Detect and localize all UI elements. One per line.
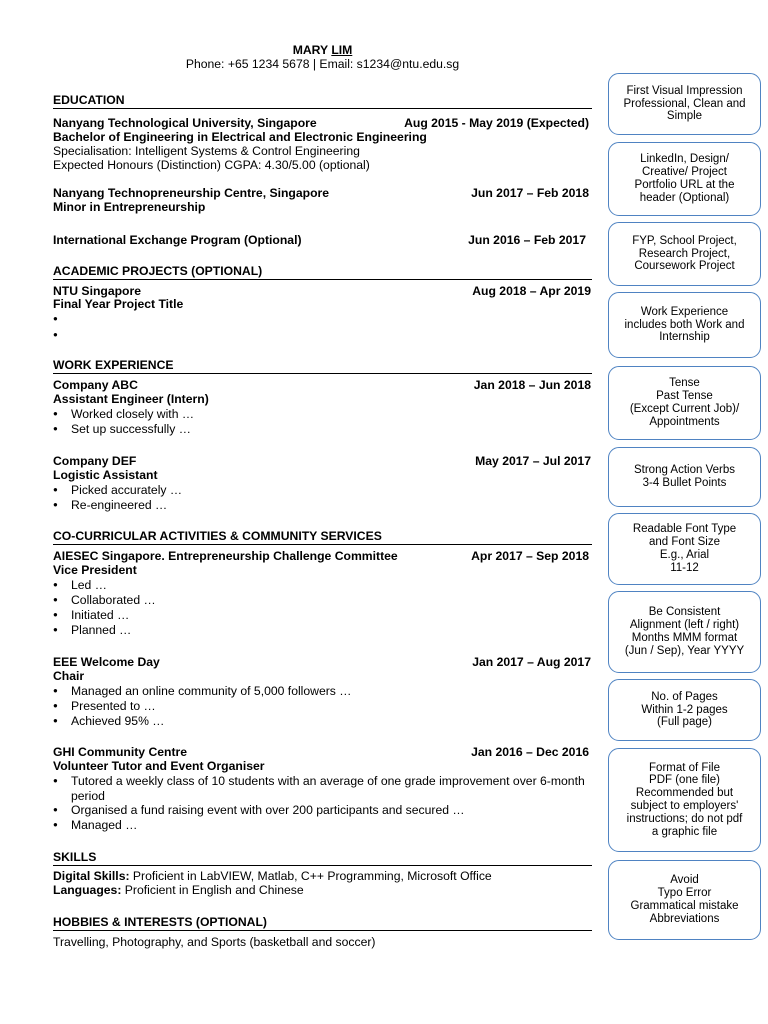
tip-box [608,366,761,440]
tip-box [608,142,761,216]
bullet-icon: ● [53,580,58,589]
tip-line: Simple [666,110,703,123]
bullet-text: Set up successfully … [71,422,191,436]
tip-line: Appointments [649,415,720,428]
bullet-icon: ● [53,595,58,604]
tip-line: Recommended but [635,787,734,800]
bullet-text: Managed … [71,818,138,832]
tip-box [608,73,761,135]
tip-line: Readable Font Type [632,523,737,536]
skills-value: Proficient in English and Chinese [121,883,304,897]
bullet-text: Worked closely with … [71,407,195,421]
work-entry-abc [53,378,589,392]
bullet-icon: ● [53,424,58,433]
entry-dates: Jun 2017 – Feb 2018 [471,186,589,200]
bullet-text: Re-engineered … [71,498,168,512]
tip-line: Creative/ Project [641,166,727,179]
tip-line: Research Project, [638,247,731,260]
tip-box [608,222,761,286]
bullet-text: Managed an online community of 5,000 followers … [71,684,352,698]
tip-line: and Font Size [649,536,720,549]
bullet-text: Collaborated … [71,593,156,607]
tip-line: First Visual Impression [626,84,743,97]
entry-org: Company DEF [53,454,137,468]
tip-line: E.g., Arial [659,549,710,561]
tip-line: Typo Error [657,887,712,900]
tip-box [608,860,761,940]
entry-org: NTU Singapore [53,284,142,298]
tip-box [608,591,761,673]
education-heading: EDUCATION [53,93,592,109]
entry-dates: Jun 2016 – Feb 2017 [468,233,586,247]
skills-heading: SKILLS [53,850,592,866]
entry-title: Final Year Project Title [53,297,184,311]
bullet-text: Presented to … [71,699,156,713]
entry-org: GHI Community Centre [53,745,188,759]
entry-dates: Jan 2017 – Aug 2017 [472,655,591,669]
education-entry-ntu [53,116,589,130]
tip-line: Format of File [649,761,720,774]
entry-dates: Apr 2017 – Sep 2018 [471,549,589,563]
skills-value: Proficient in LabVIEW, Matlab, C++ Programming, Microsoft Office [129,869,492,883]
entry-title: Volunteer Tutor and Event Organiser [53,759,265,773]
tip-line: Alignment (left / right) [629,619,740,632]
tip-line: Strong Action Verbs [633,464,735,477]
bullet-icon: ● [53,314,58,323]
tip-line: Avoid [670,874,699,887]
entry-org: AIESEC Singapore. Entrepreneurship Challenge Committee [53,549,398,563]
bullet-icon: ● [53,820,58,829]
cca-entry-aiesec [53,549,589,563]
tip-line: Portfolio URL at the [634,179,735,191]
tip-line: header (Optional) [639,191,730,204]
bullet-icon: ● [53,625,58,634]
skills-label: Languages: [53,883,122,897]
tip-line: Professional, Clean and [623,97,746,110]
tip-line: Past Tense [656,390,713,403]
cca-heading: CO-CURRICULAR ACTIVITIES & COMMUNITY SERVICES [53,529,592,545]
bullet-icon: ● [53,409,58,418]
bullet-text: Led … [71,578,107,592]
bullet-icon: ● [53,686,58,695]
hobbies-heading: HOBBIES & INTERESTS (OPTIONAL) [53,915,592,931]
tip-line: (Except Current Job)/ [629,403,740,415]
entry-dates: Jan 2016 – Dec 2016 [471,745,589,759]
tip-line: Within 1-2 pages [641,703,728,716]
cca-entry-ghi [53,745,589,759]
bullet-icon: ● [53,610,58,619]
tip-box [608,447,761,507]
entry-dates: Aug 2018 – Apr 2019 [472,284,591,298]
cca-entry-eee [53,655,589,669]
tip-line: PDF (one file) [649,774,720,787]
tip-line: (Jun / Sep), Year YYYY [624,644,745,657]
bullet-icon: ● [53,716,58,725]
bullet-text: Initiated … [71,608,130,622]
work-entry-def [53,454,589,468]
tip-line: Coursework Project [634,260,735,273]
last-name: LIM [331,43,353,57]
entry-org: Company ABC [53,378,138,392]
hobbies-text: Travelling, Photography, and Sports (basketball and soccer) [53,935,376,949]
bullet-text: Achieved 95% … [71,714,165,728]
tip-line: a graphic file [651,825,718,838]
education-entry-ntc [53,186,589,200]
tip-line: Months MMM format [631,632,738,644]
tip-line: Tense [669,377,700,390]
tip-line: Internship [659,331,710,344]
tip-line: subject to employers' [630,800,739,812]
first-name: MARY [292,43,328,57]
tip-line: Grammatical mistake [630,900,739,912]
skills-languages [53,883,589,897]
tip-line: 11-12 [670,561,699,574]
entry-title: Logistic Assistant [53,468,158,482]
projects-heading: ACADEMIC PROJECTS (OPTIONAL) [53,264,592,280]
bullet-icon: ● [53,330,58,339]
resume-name [0,43,645,57]
entry-dates: Jan 2018 – Jun 2018 [473,378,591,392]
entry-title: Bachelor of Engineering in Electrical and Electronic Engineering [53,130,427,144]
tip-box [608,513,761,585]
bullet-text: Organised a fund raising event with over 200 participants and secured … [71,803,465,817]
entry-title: Vice President [53,563,137,577]
bullet-text: Picked accurately … [71,483,183,497]
tip-line: Be Consistent [648,606,721,619]
bullet-icon: ● [53,500,58,509]
entry-detail: Specialisation: Intelligent Systems & Control Engineering [53,144,360,158]
tip-box [608,748,761,852]
tip-line: (Full page) [657,716,712,729]
entry-title: Assistant Engineer (Intern) [53,392,209,406]
work-heading: WORK EXPERIENCE [53,358,592,374]
bullet-text: Planned … [71,623,132,637]
tip-line: includes both Work and [624,318,745,331]
skills-digital [53,869,589,883]
entry-org: Nanyang Technological University, Singapore [53,116,317,130]
tip-line: Abbreviations [649,912,720,925]
entry-org: Nanyang Technopreneurship Centre, Singapore [53,186,330,200]
skills-label: Digital Skills: [53,869,130,883]
tip-line: FYP, School Project, [632,234,737,247]
entry-dates: May 2017 – Jul 2017 [475,454,591,468]
tip-line: LinkedIn, Design/ [640,153,729,166]
bullet-icon: ● [53,805,58,814]
entry-title: Chair [53,669,85,683]
entry-detail: Expected Honours (Distinction) CGPA: 4.30/5.00 (optional) [53,158,370,172]
entry-org: EEE Welcome Day [53,655,160,669]
tip-line: instructions; do not pdf [626,812,743,825]
bullet-icon: ● [53,701,58,710]
list-item [53,774,589,804]
bullet-text: Tutored a weekly class of 10 students with an average of one grade improvement over 6-month period [71,774,585,803]
education-entry-exchange [53,233,589,247]
entry-org: International Exchange Program (Optional) [53,233,302,247]
tip-line: 3-4 Bullet Points [642,477,727,489]
tip-box [608,679,761,741]
entry-dates: Aug 2015 - May 2019 (Expected) [404,116,589,130]
tip-line: No. of Pages [651,690,718,703]
tip-box [608,292,761,358]
contact-line: Phone: +65 1234 5678 | Email: s1234@ntu.edu.sg [185,57,460,71]
bullet-icon: ● [53,776,58,785]
bullet-icon: ● [53,485,58,494]
entry-title: Minor in Entrepreneurship [53,200,206,214]
tip-line: Work Experience [640,305,729,318]
